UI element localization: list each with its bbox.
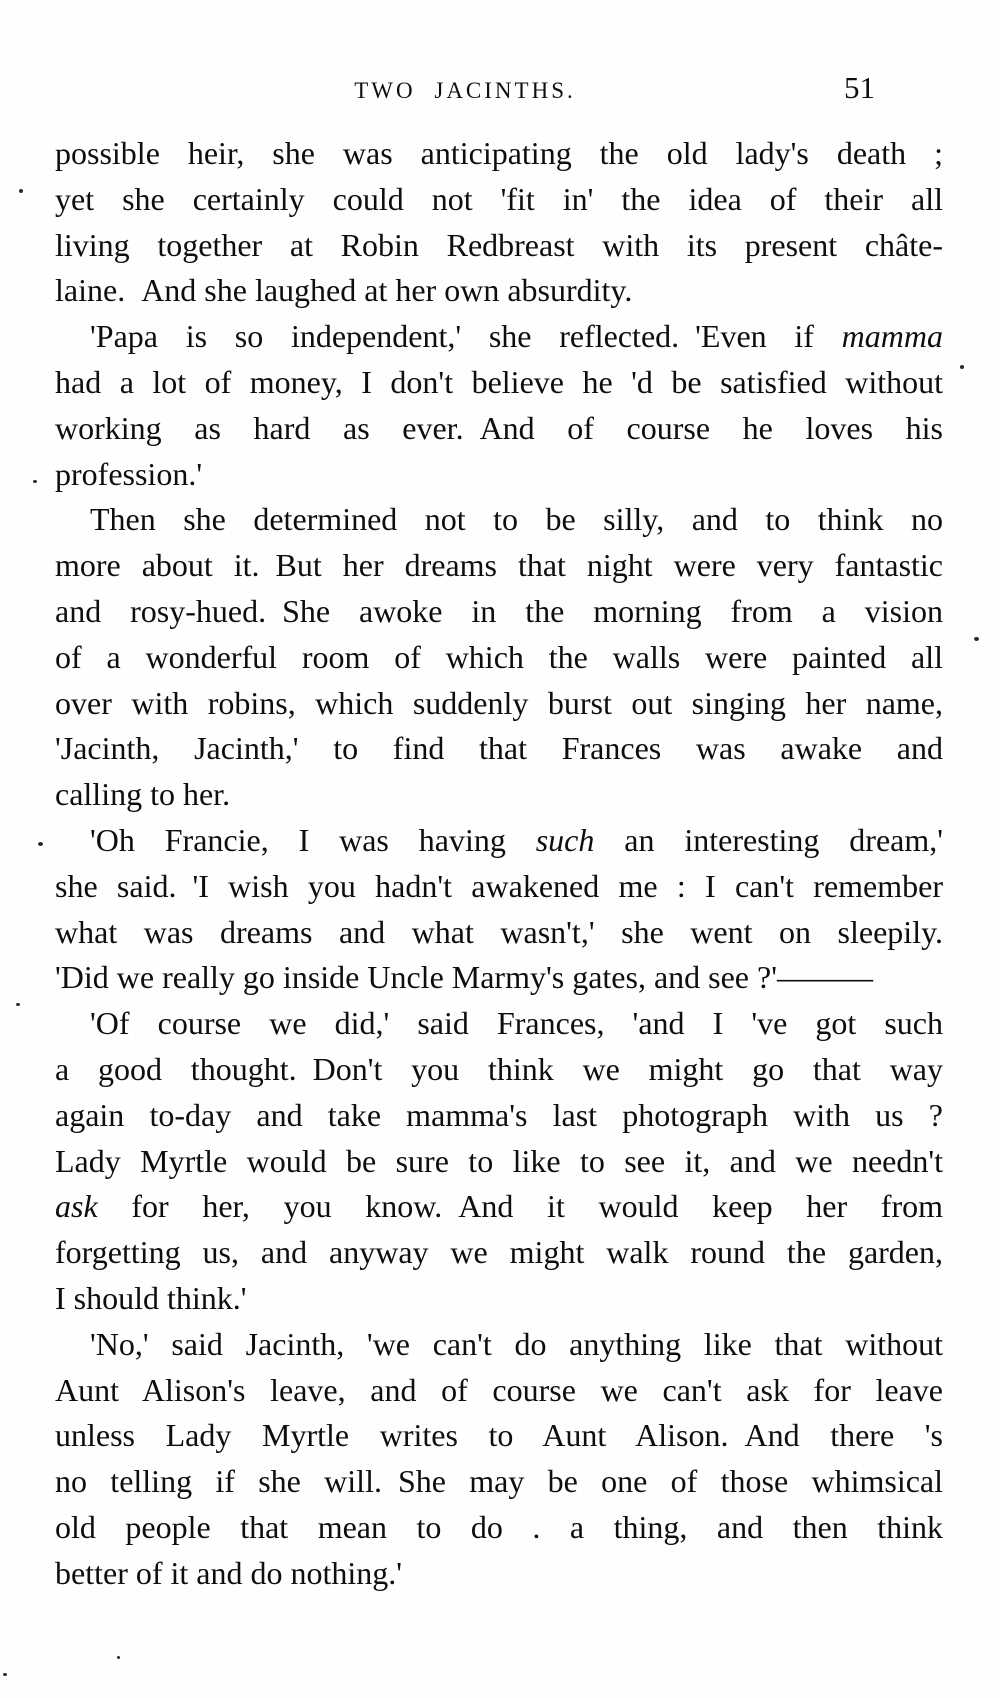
text-line: 'Did we really go inside Uncle Marmy's gates, and see ?'——— — [55, 959, 873, 996]
text-line: 'Of course we did,' said Frances, 'and I 've got such — [90, 1005, 943, 1042]
page-header — [55, 70, 875, 110]
page-text — [55, 131, 943, 1597]
scan-speck — [960, 365, 964, 369]
text-line: more about it. But her dreams that night were very fantastic — [55, 547, 943, 584]
text-line: yet she certainly could not 'fit in' the idea of their all — [55, 180, 943, 217]
text-line: again to-day and take mamma's last photograph with us ? — [55, 1096, 943, 1133]
text-line: Then she determined not to be silly, and to think no — [90, 501, 943, 538]
scan-speck — [3, 1673, 7, 1676]
text-line: calling to her. — [55, 776, 231, 813]
scan-speck — [16, 1003, 20, 1006]
text-line: laine. And she laughed at her own absurdity. — [55, 272, 633, 309]
text-line: 'No,' said Jacinth, 'we can't do anything like that without — [90, 1325, 943, 1362]
text-line: working as hard as ever. And of course he loves his — [55, 409, 943, 446]
scan-speck — [974, 637, 979, 641]
scan-speck — [117, 1656, 120, 1659]
text-line: no telling if she will. She may be one of those whimsical — [55, 1463, 943, 1500]
text-line: 'Jacinth, Jacinth,' to find that Frances was awake and — [55, 730, 943, 767]
running-title: TWO JACINTHS. — [354, 78, 576, 103]
text-line: forgetting us, and anyway we might walk round the garden, — [55, 1234, 943, 1271]
text-line: better of it and do nothing.' — [55, 1554, 403, 1591]
text-line: 'Oh Francie, I was having such an interesting dream,' — [90, 821, 943, 858]
text-line: living together at Robin Redbreast with its present châte- — [55, 226, 943, 263]
scan-speck — [19, 189, 23, 193]
text-line: ask for her, you know. And it would keep her from — [55, 1188, 943, 1225]
text-line: a good thought. Don't you think we might go that way — [55, 1050, 943, 1087]
text-line: I should think.' — [55, 1279, 247, 1316]
text-line: Lady Myrtle would be sure to like to see it, and we needn't — [55, 1142, 943, 1179]
text-line: of a wonderful room of which the walls were painted all — [55, 638, 943, 675]
paragraph — [55, 131, 943, 314]
text-line: old people that mean to do . a thing, and then think — [55, 1508, 943, 1545]
text-line: possible heir, she was anticipating the old lady's death ; — [55, 135, 943, 171]
text-line: what was dreams and what wasn't,' she went on sleepily. — [55, 913, 943, 950]
page-number: 51 — [844, 70, 875, 105]
text-line: over with robins, which suddenly burst out singing her name, — [55, 684, 943, 721]
paragraph — [55, 1001, 943, 1322]
text-line: had a lot of money, I don't believe he 'd be satisfied without — [55, 363, 943, 400]
text-line: 'Papa is so independent,' she reflected. 'Even if mamma — [90, 318, 943, 355]
paragraph — [55, 1322, 943, 1597]
paragraph — [55, 497, 943, 818]
paragraph — [55, 314, 943, 497]
text-line: and rosy-hued. She awoke in the morning from a vision — [55, 592, 943, 629]
paragraph — [55, 818, 943, 1001]
text-line: profession.' — [55, 455, 203, 492]
scan-speck — [38, 842, 43, 846]
text-line: Aunt Alison's leave, and of course we can't ask for leave — [55, 1371, 943, 1408]
text-line: she said. 'I wish you hadn't awakened me : I can't remember — [55, 867, 943, 904]
scan-speck — [33, 480, 37, 483]
text-line: unless Lady Myrtle writes to Aunt Alison. And there 's — [55, 1417, 943, 1454]
